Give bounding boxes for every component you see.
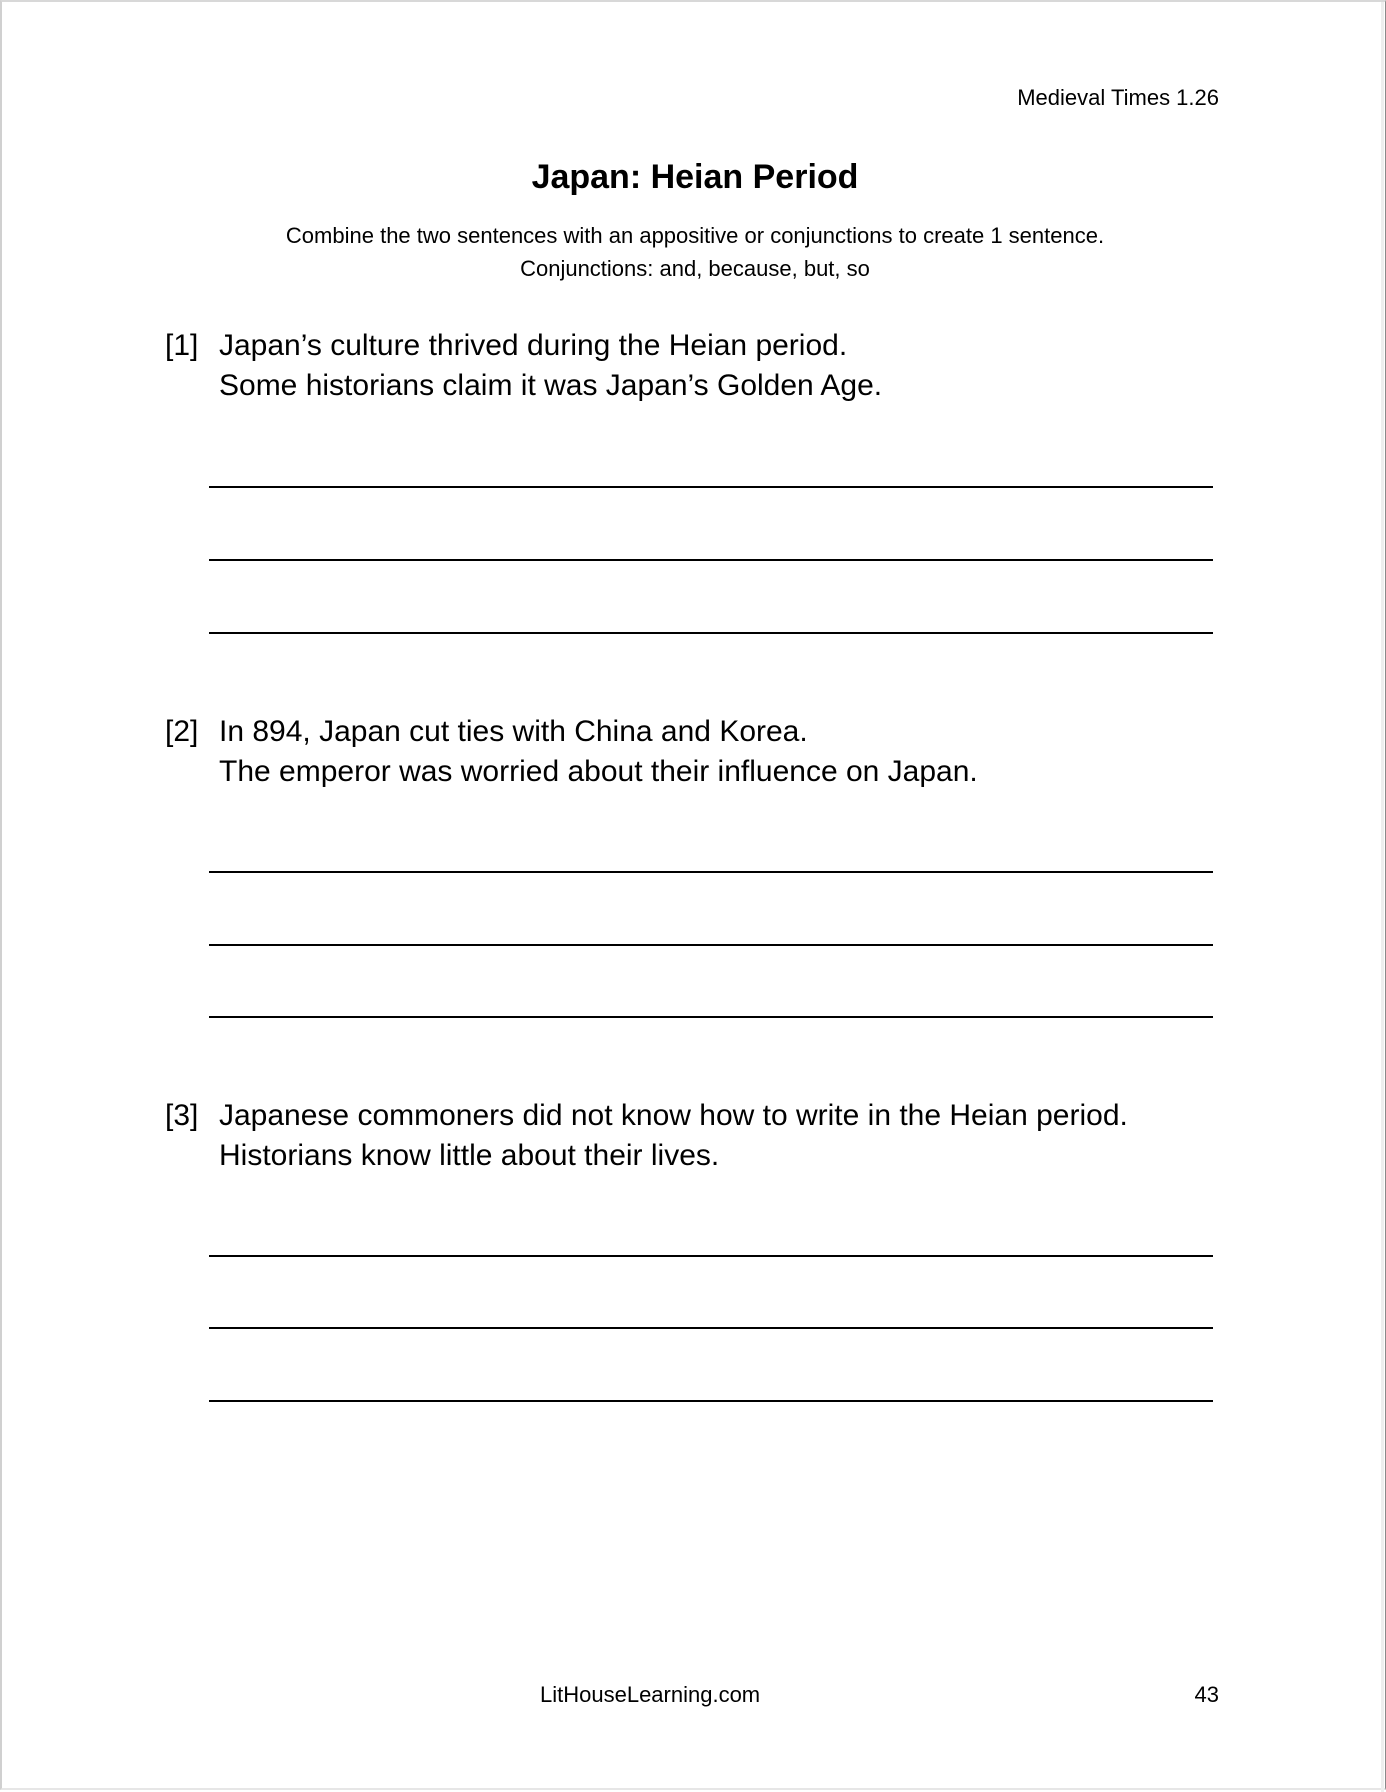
sentence-2: Some historians claim it was Japan’s Golden Age. [219,369,883,402]
answer-line-3-2[interactable] [209,1327,1213,1329]
instructions [2,219,1386,285]
question-text [219,326,882,406]
answer-line-1-1[interactable] [209,486,1213,488]
page-title: Japan: Heian Period [531,158,859,196]
answer-line-3-1[interactable] [209,1255,1213,1257]
answer-line-1-3[interactable] [209,632,1213,634]
question-number: [1] [165,329,199,362]
instructions-line-2: Conjunctions: and, because, but, so [520,256,870,281]
page-number: 43 [1194,1682,1219,1707]
question-text [219,712,978,792]
question-number: [2] [165,715,199,748]
answer-line-1-2[interactable] [209,559,1213,561]
sentence-2: Historians know little about their lives. [219,1139,720,1172]
answer-line-2-2[interactable] [209,944,1213,946]
answer-line-2-3[interactable] [209,1016,1213,1018]
footer-site: LitHouseLearning.com [540,1682,761,1707]
question-number: [3] [165,1099,199,1132]
sentence-1: Japan’s culture thrived during the Heian period. [219,329,848,362]
sentence-1: In 894, Japan cut ties with China and Korea. [219,715,808,748]
header-reference: Medieval Times 1.26 [1017,85,1219,110]
instructions-line-1: Combine the two sentences with an appositive or conjunctions to create 1 sentence. [285,223,1105,248]
answer-line-3-3[interactable] [209,1400,1213,1402]
sentence-1: Japanese commoners did not know how to write in the Heian period. [219,1099,1128,1132]
answer-line-2-1[interactable] [209,871,1213,873]
sentence-2: The emperor was worried about their influence on Japan. [219,755,978,788]
question-text [219,1096,1128,1176]
